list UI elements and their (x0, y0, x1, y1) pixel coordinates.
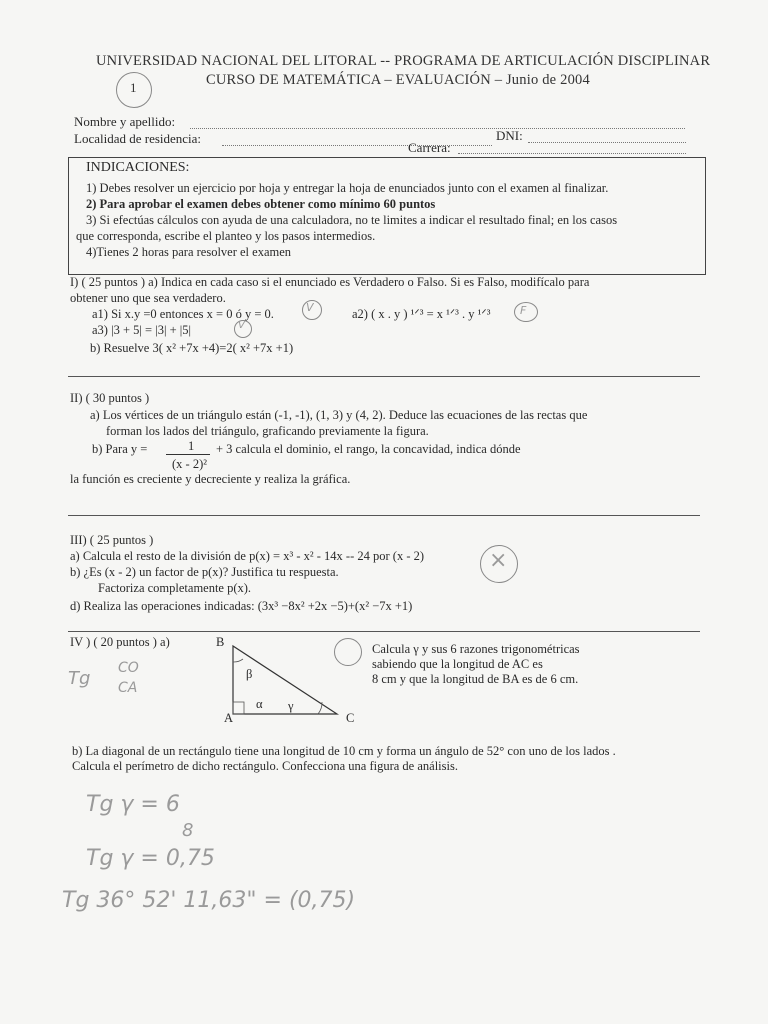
q3-d: d) Realiza las operaciones indicadas: (3x³ −8x² +2x −5)+(x² −7x +1) (70, 599, 413, 613)
angle-gamma: γ (288, 699, 294, 713)
dni-label: DNI: (496, 128, 523, 143)
right-angle-marker (233, 702, 244, 714)
locality-line[interactable] (222, 145, 492, 146)
vertex-b: B (216, 635, 225, 649)
instruction-4: que corresponda, escribe el planteo y los pasos intermedios. (76, 229, 376, 243)
q2-b-start: b) Para y = (92, 442, 148, 456)
q4-b-line2: Calcula el perímetro de dicho rectángulo. Confecciona una figura de análisis. (72, 759, 458, 773)
hand-tg-label: Tg (68, 668, 91, 689)
q3-divider (68, 631, 700, 632)
instruction-1: 1) Debes resolver un ejercicio por hoja y entregar la hoja de enunciados junto con el examen al finalizar. (86, 181, 609, 195)
angle-alpha: α (256, 697, 263, 711)
hand-line-1: Tg γ = 6 (86, 792, 180, 817)
q4-b-line1: b) La diagonal de un rectángulo tiene una longitud de 10 cm y forma un ángulo de 52° con uno de los lados . (72, 744, 616, 758)
q2-heading: II) ( 30 puntos ) (70, 391, 150, 405)
q1-a1: a1) Si x.y =0 entonces x = 0 ó y = 0. (92, 307, 274, 321)
hand-ca: CA (118, 680, 138, 696)
q3-b2: Factoriza completamente p(x). (98, 581, 252, 595)
q1-divider (68, 376, 700, 377)
q2-divider (68, 515, 700, 516)
q2-a-line1: a) Los vértices de un triángulo están (-1, -1), (1, 3) y (4, 2). Deduce las ecuaciones de las rectas que (90, 408, 588, 422)
q2-b-numerator: 1 (188, 439, 195, 453)
q3-heading: III) ( 25 puntos ) (70, 533, 154, 547)
instruction-5: 4)Tienes 2 horas para resolver el examen (86, 245, 292, 259)
q1-a2-mark: F (520, 304, 527, 317)
beta-arc (233, 659, 243, 662)
q3-hand-x: × (489, 548, 508, 573)
q3-a: a) Calcula el resto de la división de p(x) = x³ - x² - 14x -- 24 por (x - 2) (70, 549, 425, 563)
q1-heading: I) ( 25 puntos ) a) Indica en cada caso si el enunciado es Verdadero o Falso. Si es Falso, modifícalo para (70, 275, 590, 289)
q1-heading-2: obtener uno que sea verdadero. (70, 291, 226, 305)
q2-a-line2: forman los lados del triángulo, graficando previamente la figura. (106, 424, 429, 438)
hand-line-1-den: 8 (182, 820, 194, 841)
header-line-1: UNIVERSIDAD NACIONAL DEL LITORAL -- PROGRAMA DE ARTICULACIÓN DISCIPLINAR (96, 53, 711, 69)
q1-a3-mark: V (238, 320, 245, 331)
badge-number: 1 (130, 80, 137, 95)
q1-a3: a3) |3 + 5| = |3| + |5| (92, 323, 191, 337)
career-line[interactable] (458, 153, 686, 154)
locality-label: Localidad de residencia: (74, 131, 202, 146)
name-label: Nombre y apellido: (74, 114, 176, 129)
q1-a2: a2) ( x . y ) ¹ᐟ³ = x ¹ᐟ³ . y ¹ᐟ³ (352, 307, 491, 321)
hand-co: CO (118, 660, 139, 676)
hand-line-3: Tg 36° 52' 11,63" = (0,75) (62, 888, 356, 913)
q4-text-3: 8 cm y que la longitud de BA es de 6 cm. (372, 672, 579, 686)
dni-line[interactable] (528, 142, 686, 143)
name-line[interactable] (190, 128, 685, 129)
q1-b: b) Resuelve 3( x² +7x +4)=2( x² +7x +1) (90, 341, 294, 355)
q3-b: b) ¿Es (x - 2) un factor de p(x)? Justifica tu respuesta. (70, 565, 339, 579)
q2-fraction-bar (166, 454, 210, 455)
q2-b-rest: + 3 calcula el dominio, el rango, la concavidad, indica dónde (216, 442, 521, 456)
instruction-2: 2) Para aprobar el examen debes obtener como mínimo 60 puntos (86, 197, 436, 211)
q4-text-2: sabiendo que la longitud de AC es (372, 657, 543, 671)
header-line-2: CURSO DE MATEMÁTICA – EVALUACIÓN – Junio de 2004 (206, 72, 590, 88)
q4-hand-circle (334, 638, 362, 666)
instruction-3: 3) Si efectúas cálculos con ayuda de una calculadora, no te limites a indicar el resultado final; en los casos (86, 213, 618, 227)
q2-b-line2: la función es creciente y decreciente y realiza la gráfica. (70, 472, 351, 486)
q1-a1-mark: V (306, 301, 314, 314)
q2-b-denominator: (x - 2)² (172, 457, 207, 471)
instructions-title: INDICACIONES: (86, 160, 190, 175)
q4-heading: IV ) ( 20 puntos ) a) (70, 635, 170, 649)
vertex-a: A (224, 711, 234, 725)
angle-beta: β (246, 667, 253, 681)
hand-line-2: Tg γ = 0,75 (86, 846, 215, 871)
vertex-c: C (346, 711, 355, 725)
career-label: Carrera: (408, 140, 451, 155)
q4-text-1: Calcula γ y sus 6 razones trigonométricas (372, 642, 580, 656)
